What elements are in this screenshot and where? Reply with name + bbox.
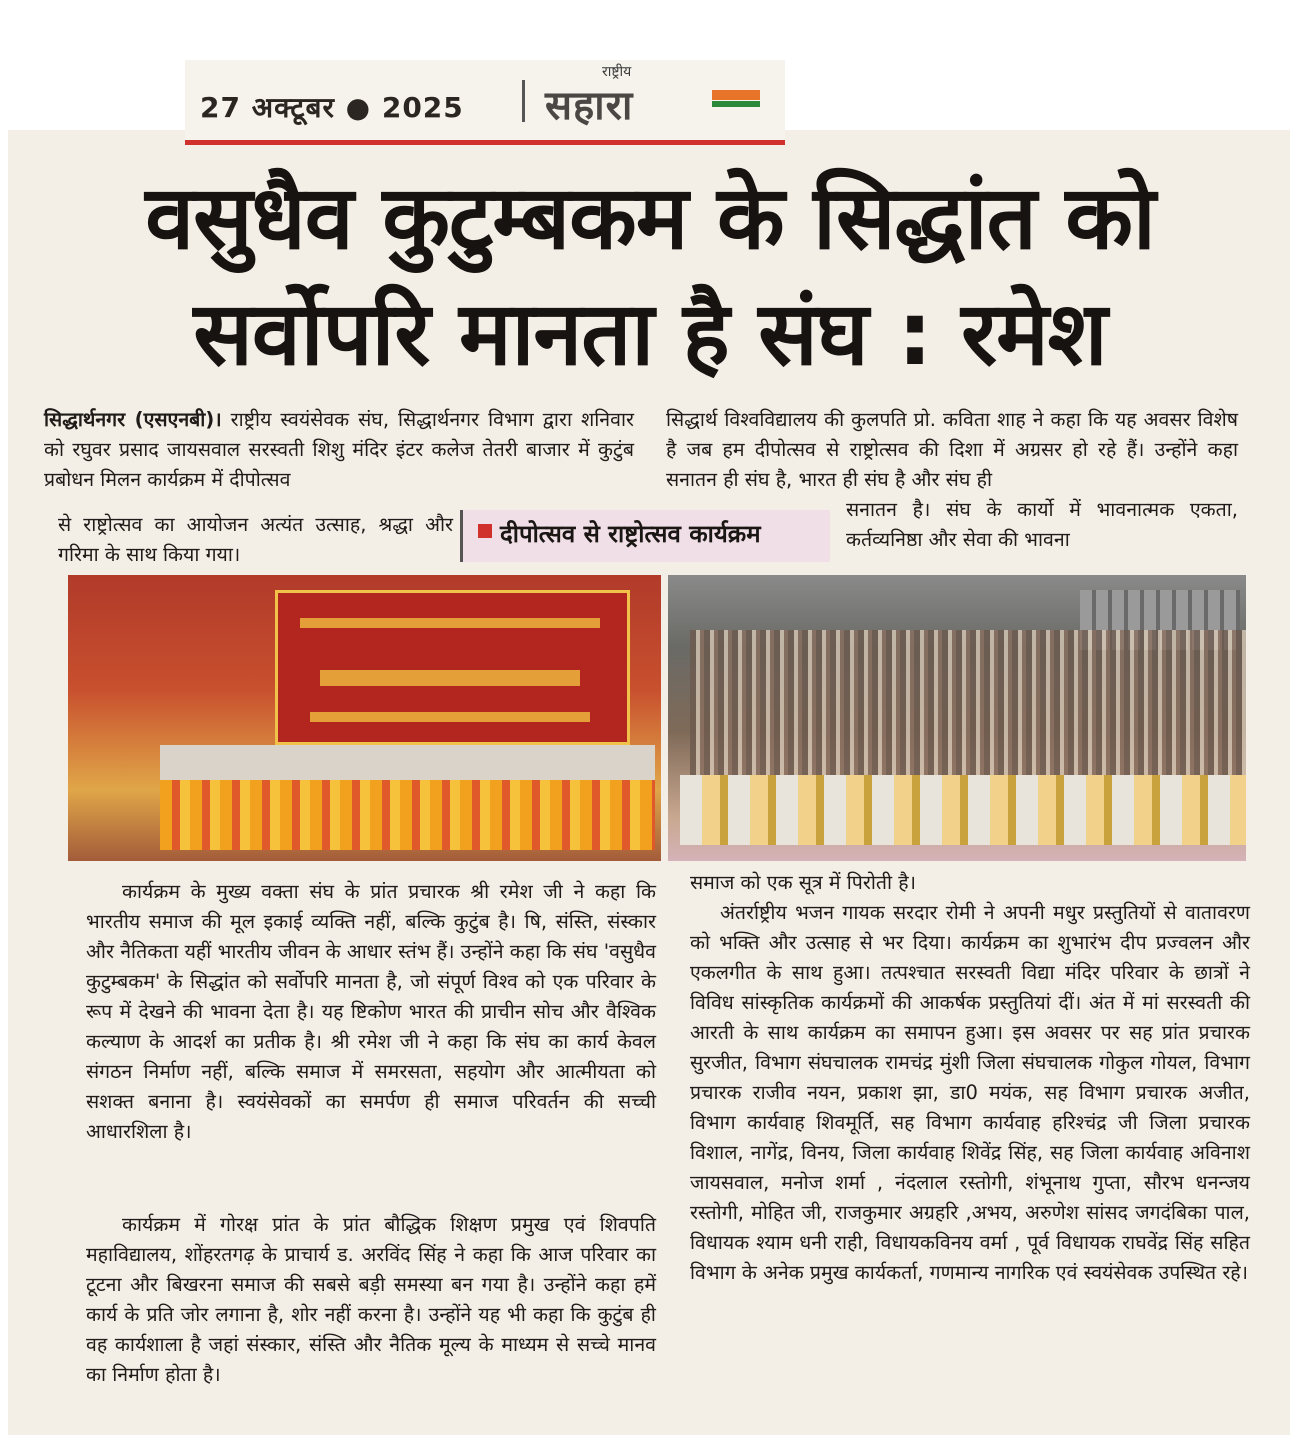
banner-text-line xyxy=(320,670,580,686)
col2-paragraph-0: समाज को एक सूत्र में पिरोती है। xyxy=(690,871,917,894)
intro-continuation: से राष्ट्रोत्सव का आयोजन अत्यंत उत्साह, श्रद्धा और गरिमा के साथ किया गया। xyxy=(58,513,453,566)
col1-paragraph-1: कार्यक्रम के मुख्य वक्ता संघ के प्रांत प्रचारक श्री रमेश जी ने कहा कि भारतीय समाज की मूल इकाई व्यक्ति नहीं, बल्कि कुटुंब है। षि, संस्ति, संस्कार और नैतिकता यहीं भारतीय जीवन के आधार स्तंभ हैं। उन्होंने कहा कि संघ 'वसुधैव कुटुम्बकम' के सिद्धांत को सर्वोपरि मानता है, जो संपूर्ण विश्व को एक परिवार के रूप में देखने की भावना देता है। यह ष्टिकोण भारत की प्राचीन सोच और वैश्विक कल्याण के आदर्श का प्रतीक है। श्री रमेश जी ने कहा कि संघ का कार्य केवल संगठन निर्माण नहीं, बल्कि समाज में समरसता, सहयोग और आत्मीयता को सशक्त बनाना है। स्वयंसेवकों का समर्पण ही समाज परिवर्तन की सच्ची आधारशिला है। xyxy=(86,880,656,1143)
stage-table xyxy=(160,745,655,785)
intro-text: राष्ट्रीय स्वयंसेवक संघ, सिद्धार्थनगर विभाग द्वारा शनिवार को रघुवर प्रसाद जायसवाल सरस्वती शिशु मंदिर इंटर कलेज तेतरी बाजार में कुटुंब प्रबोधन मिलन कार्यक्रम में दीपोत्सव xyxy=(44,408,634,491)
headline-line-2: सर्वोपरि मानता है संघ : रमेश xyxy=(193,282,1107,385)
logo-flag-stripe xyxy=(712,90,760,100)
banner-text-line xyxy=(310,712,590,722)
front-row-guests xyxy=(680,775,1246,845)
col1-paragraph-2: कार्यक्रम में गोरक्ष प्रांत के प्रांत बौद्धिक शिक्षण प्रमुख एवं शिवपति महाविद्यालय, शोंहरतगढ़ के प्राचार्य ड. अरविंद सिंह ने कहा कि आज परिवार का टूटना और बिखरना समाज की सबसे बड़ी समस्या बन गया है। उन्होंने कहा हमें कार्य के प्रति जोर लगाना है, शोर नहीं करना है। उन्होंने यह भी कहा कि कुटुंब ही वह कार्यशाला है जहां संस्कार, संस्ति और नैतिक मूल्य के माध्यम से सच्चे मानव का निर्माण होता है। xyxy=(86,1213,656,1386)
masthead-small-label: राष्ट्रीय xyxy=(602,64,632,80)
col2-paragraph-1: अंतर्राष्ट्रीय भजन गायक सरदार रोमी ने अपनी मधुर प्रस्तुतियों से वातावरण को भक्ति और उत्साह से भर दिया। कार्यक्रम का शुभारंभ दीप प्रज्वलन और एकलगीत के साथ हुआ। तत्पश्चात सरस्वती विद्या मंदिर परिवार के छात्रों ने विविध सांस्कृतिक कार्यक्रमों की आकर्षक प्रस्तुतियां दीं। अंत में मां सरस्वती की आरती के साथ कार्यक्रम का समापन हुआ। इस अवसर पर सह प्रांत प्रचारक सुरजीत, विभाग संघचालक रामचंद्र मुंशी जिला संघचालक गोकुल गोयल, विभाग प्रचारक राजीव नयन, प्रकाश झा, डा0 मयंक, सह विभाग प्रचारक अजीत, विभाग कार्यवाह शिवमूर्ति, सह विभाग कार्यवाह हरिश्चंद्र जी जिला प्रचारक विशाल, नागेंद्र, विनय, जिला कार्यवाह शिवेंद्र सिंह, सह जिला कार्यवाह अविनाश जायसवाल, मनोज शर्मा , नंदलाल रस्तोगी, शंभूनाथ गुप्ता, सौरभ धनन्जय रस्तोगी, मोहित जी, राजकुमार अग्रहरि ,अभय, अरुणेश सांसद जगदंबिका पाल, विधायक श्याम धनी राही, विधायकविनय वर्मा , पूर्व विधायक राघवेंद्र सिंह सहित विभाग के अनेक प्रमुख कार्यकर्ता, गणमान्य नागरिक एवं स्वयंसेवक उपस्थित रहे। xyxy=(690,901,1250,1284)
masthead-rule xyxy=(185,140,785,145)
edition-date: 27 अक्टूबर ● 2025 xyxy=(200,91,464,124)
article-headline xyxy=(20,160,1280,392)
newspaper-logo: सहारा xyxy=(545,83,634,129)
banner-text-line xyxy=(300,618,600,628)
intro-paragraph xyxy=(44,405,634,495)
col2-top-continuation: सनातन है। संघ के कार्यो में भावनात्मक एकता, कर्तव्यनिष्ठा और सेवा की भावना xyxy=(846,498,1238,551)
highlight-text: दीपोत्सव से राष्ट्रोत्सव कार्यक्रम xyxy=(500,520,761,548)
marigold-decoration xyxy=(160,780,655,850)
headline-line-1: वसुधैव कुटुम्बकम के सिद्धांत को xyxy=(145,166,1155,269)
bullet-square-icon xyxy=(478,524,492,538)
dateline: सिद्धार्थनगर (एसएनबी)। xyxy=(44,408,222,431)
masthead-divider xyxy=(522,80,525,122)
logo-flag-stripe-green xyxy=(712,101,760,107)
crowd xyxy=(690,630,1246,780)
col2-top-paragraph: सिद्धार्थ विश्वविद्यालय की कुलपति प्रो. कविता शाह ने कहा कि यह अवसर विशेष है जब हम दीपोत्सव से राष्ट्रोत्सव की दिशा में अग्रसर हो रहे हैं। उन्होंने कहा सनातन ही संघ है, भारत ही संघ है और संघ ही xyxy=(666,408,1238,491)
